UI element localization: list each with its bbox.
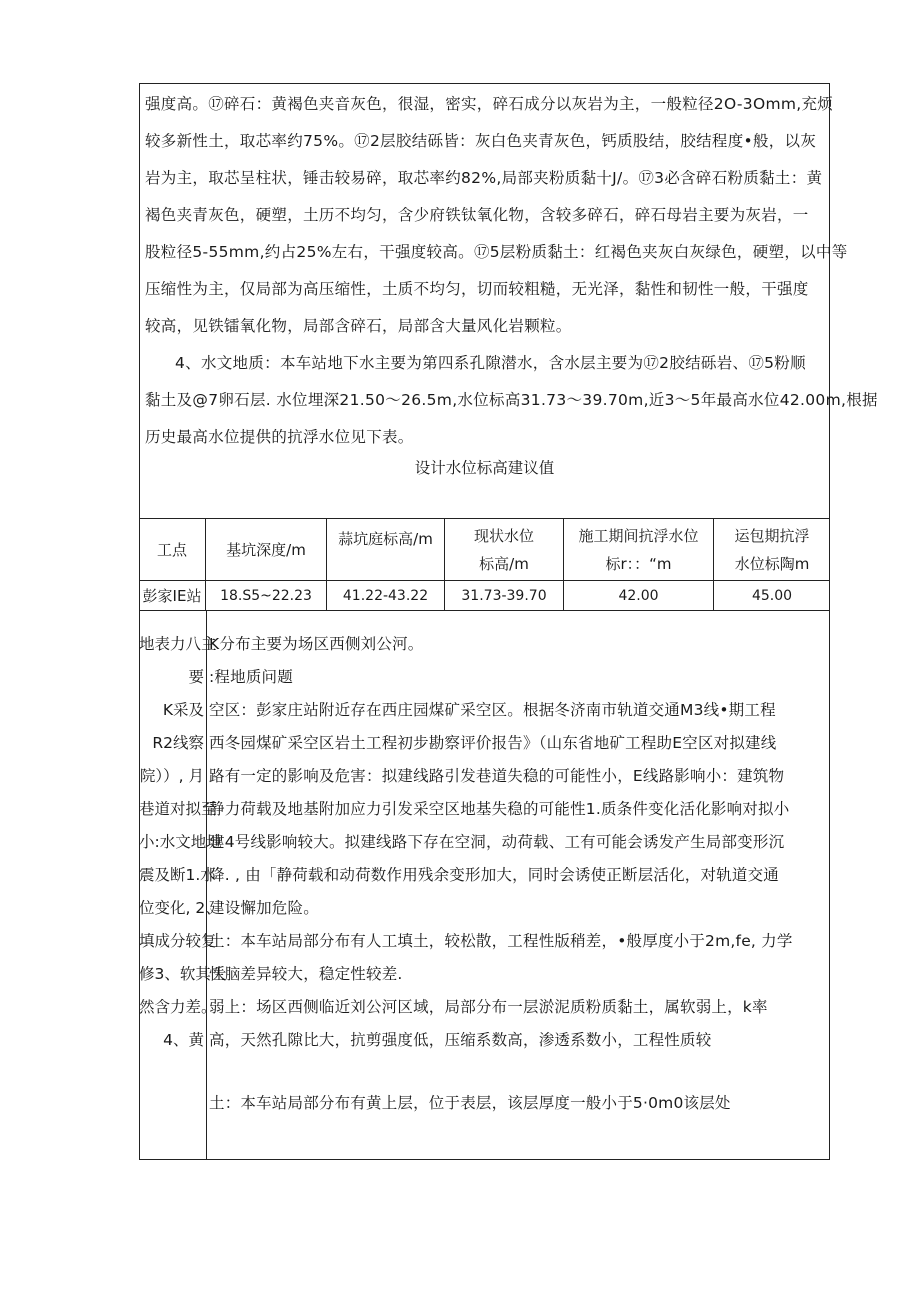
table-line — [139, 610, 830, 611]
text-line: 小:水文地地 — [139, 833, 222, 851]
text-line: 股粒径5-55mm,约占25%左右，干强度较高。⑰5层粉质黏土：红褐色夹灰白灰绿色，硬塑，以中等 — [145, 243, 848, 261]
header-text: 水位标陶m — [734, 554, 810, 573]
table-cell: 彭家IE站 — [142, 586, 202, 605]
spacer — [207, 1057, 830, 1087]
header-text: 工点 — [156, 540, 187, 559]
bottom-left-column — [139, 628, 227, 1057]
text-line: 建4号线影响较大。拟建线路下存在空洞，动荷载、工有可能会诱发产生局部变形沉 — [209, 833, 785, 851]
text-line: R2线察 — [152, 734, 204, 752]
table-header-cell — [564, 519, 713, 580]
text-line: 要 — [188, 668, 204, 686]
text-line: 高，天然孔隙比大，抗剪强度低，压缩系数高，渗透系数小，工程性质较 — [209, 1031, 712, 1049]
bottom-right-column — [207, 628, 830, 1120]
text-line: 位变化, 2、 — [139, 899, 221, 917]
text-line: 弱上：场区西侧临近刘公河区域，局部分布一层淤泥质粉质黏土，属软弱上，k率 — [209, 998, 768, 1016]
geology-paragraph — [139, 86, 848, 345]
header-text: 基坑深度/m — [226, 540, 306, 559]
text-line: K分布主要为场区西侧刘公河。 — [209, 635, 424, 653]
text-line: 4、黄 — [163, 1031, 204, 1049]
table-cell: 45.00 — [751, 587, 793, 604]
text-line: 压缩性为主，仅局部为高压缩性，土质不均匀，切而较粗糙，无光泽，黏性和韧性一般，干强度 — [145, 280, 809, 298]
text-line: 土：本车站局部分布有人工填土，较松散，工程性版稍差，•般厚度小于2m,fe, 力学 — [209, 932, 793, 950]
header-text: 标r：：“m — [605, 554, 672, 573]
text-line: 空区：彭家庄站附近存在西庄园煤矿采空区。根据冬济南市轨道交通M3线•期工程 — [209, 701, 776, 719]
text-line: 强度高。⑰碎石：黄褐色夹音灰色，很湿，密实，碎石成分以灰岩为主，一般粒径2O-3Omm,充烦 — [145, 95, 834, 113]
header-text: 运包期抗浮 — [734, 526, 810, 545]
text-line: 黏土及@7卵石层. 水位埋深21.50～26.5m,水位标高31.73～39.70m,近3～5年最高水位42.00m,根据 — [145, 391, 878, 409]
text-line: 性脑差异较大，稳定性较差. — [209, 965, 403, 983]
text-line: 修3、软其夭 — [139, 965, 227, 983]
text-line: 土：本车站局部分布有黄上层，位于表层，该层厚度一般小于5·0m0该层处 — [209, 1094, 731, 1112]
table-cell: 31.73-39.70 — [461, 587, 547, 604]
text-line: 然含力差。 — [139, 998, 217, 1016]
text-line: 历史最高水位提供的抗浮水位见下表。 — [145, 428, 414, 446]
header-text: 施工期间抗浮水位 — [578, 526, 699, 545]
table-header-cell — [206, 519, 326, 580]
table-cell: 41.22-43.22 — [342, 587, 429, 604]
table-caption: 设计水位标高建议值 — [414, 459, 555, 477]
text-line: K采及 — [162, 701, 204, 719]
text-line: :程地质问题 — [209, 668, 293, 686]
hydro-paragraph — [139, 345, 878, 456]
text-line: 4、水文地质：本车站地下水主要为第四系孔隙潜水，含水层主要为⑰2胶结砾岩、⑰5粉顺 — [175, 354, 806, 372]
text-line: 填成分较复 — [139, 932, 217, 950]
text-line: 地表力八主 — [139, 635, 217, 653]
text-line: 岩为主，取芯呈柱状，锤击较易碎，取芯率约82%,局部夹粉质黏十J/。⑰3必含碎石粉质黏土：黄 — [145, 169, 823, 187]
text-line: 路有一定的影响及危害：拟建线路引发巷道失稳的可能性小，E线路影响小：建筑物 — [209, 767, 785, 785]
text-line: 较高，见铁镭氧化物，局部含碎石，局部含大量风化岩颗粒。 — [145, 317, 572, 335]
table-header-cell — [327, 519, 444, 559]
text-line: 巷道对拟至 — [139, 800, 217, 818]
text-line: 院））, 月 — [139, 767, 204, 785]
text-line: 西冬园煤矿采空区岩土工程初步勘察评价报告》（山东省地矿工程助E空区对拟建线 — [209, 734, 777, 752]
table-header-cell — [139, 519, 205, 580]
text-line: 静力荷载及地基附加应力引发采空区地基失稳的可能性1.质条件变化活化影响对拟小 — [209, 800, 790, 818]
table-cell: 18.S5~22.23 — [220, 587, 312, 604]
text-line: 较多新性土，取芯率约75%。⑰2层胶结砾皆：灰白色夹青灰色，钙质股结，胶结程度•般，以灰 — [145, 132, 817, 150]
text-line: 震及断1.水 — [139, 866, 216, 884]
table-header-cell — [714, 519, 830, 580]
text-line: 降. , 由「静荷载和动荷数作用残余变形加大，同时会诱使正断层活化，对轨道交通 — [209, 866, 780, 884]
text-line: 褐色夹青灰色，硬塑，土历不均匀，含少府铁钛氧化物，含较多碎石，碎石母岩主要为灰岩，一 — [145, 206, 809, 224]
table-cell: 42.00 — [618, 587, 659, 604]
header-text: 蒜坑庭标高/m — [338, 530, 433, 548]
table-header-cell — [445, 519, 563, 580]
header-text: 现状水位 — [473, 526, 534, 545]
text-line: 建设懈加危险。 — [209, 899, 319, 917]
header-text: 标高/m — [479, 554, 529, 573]
